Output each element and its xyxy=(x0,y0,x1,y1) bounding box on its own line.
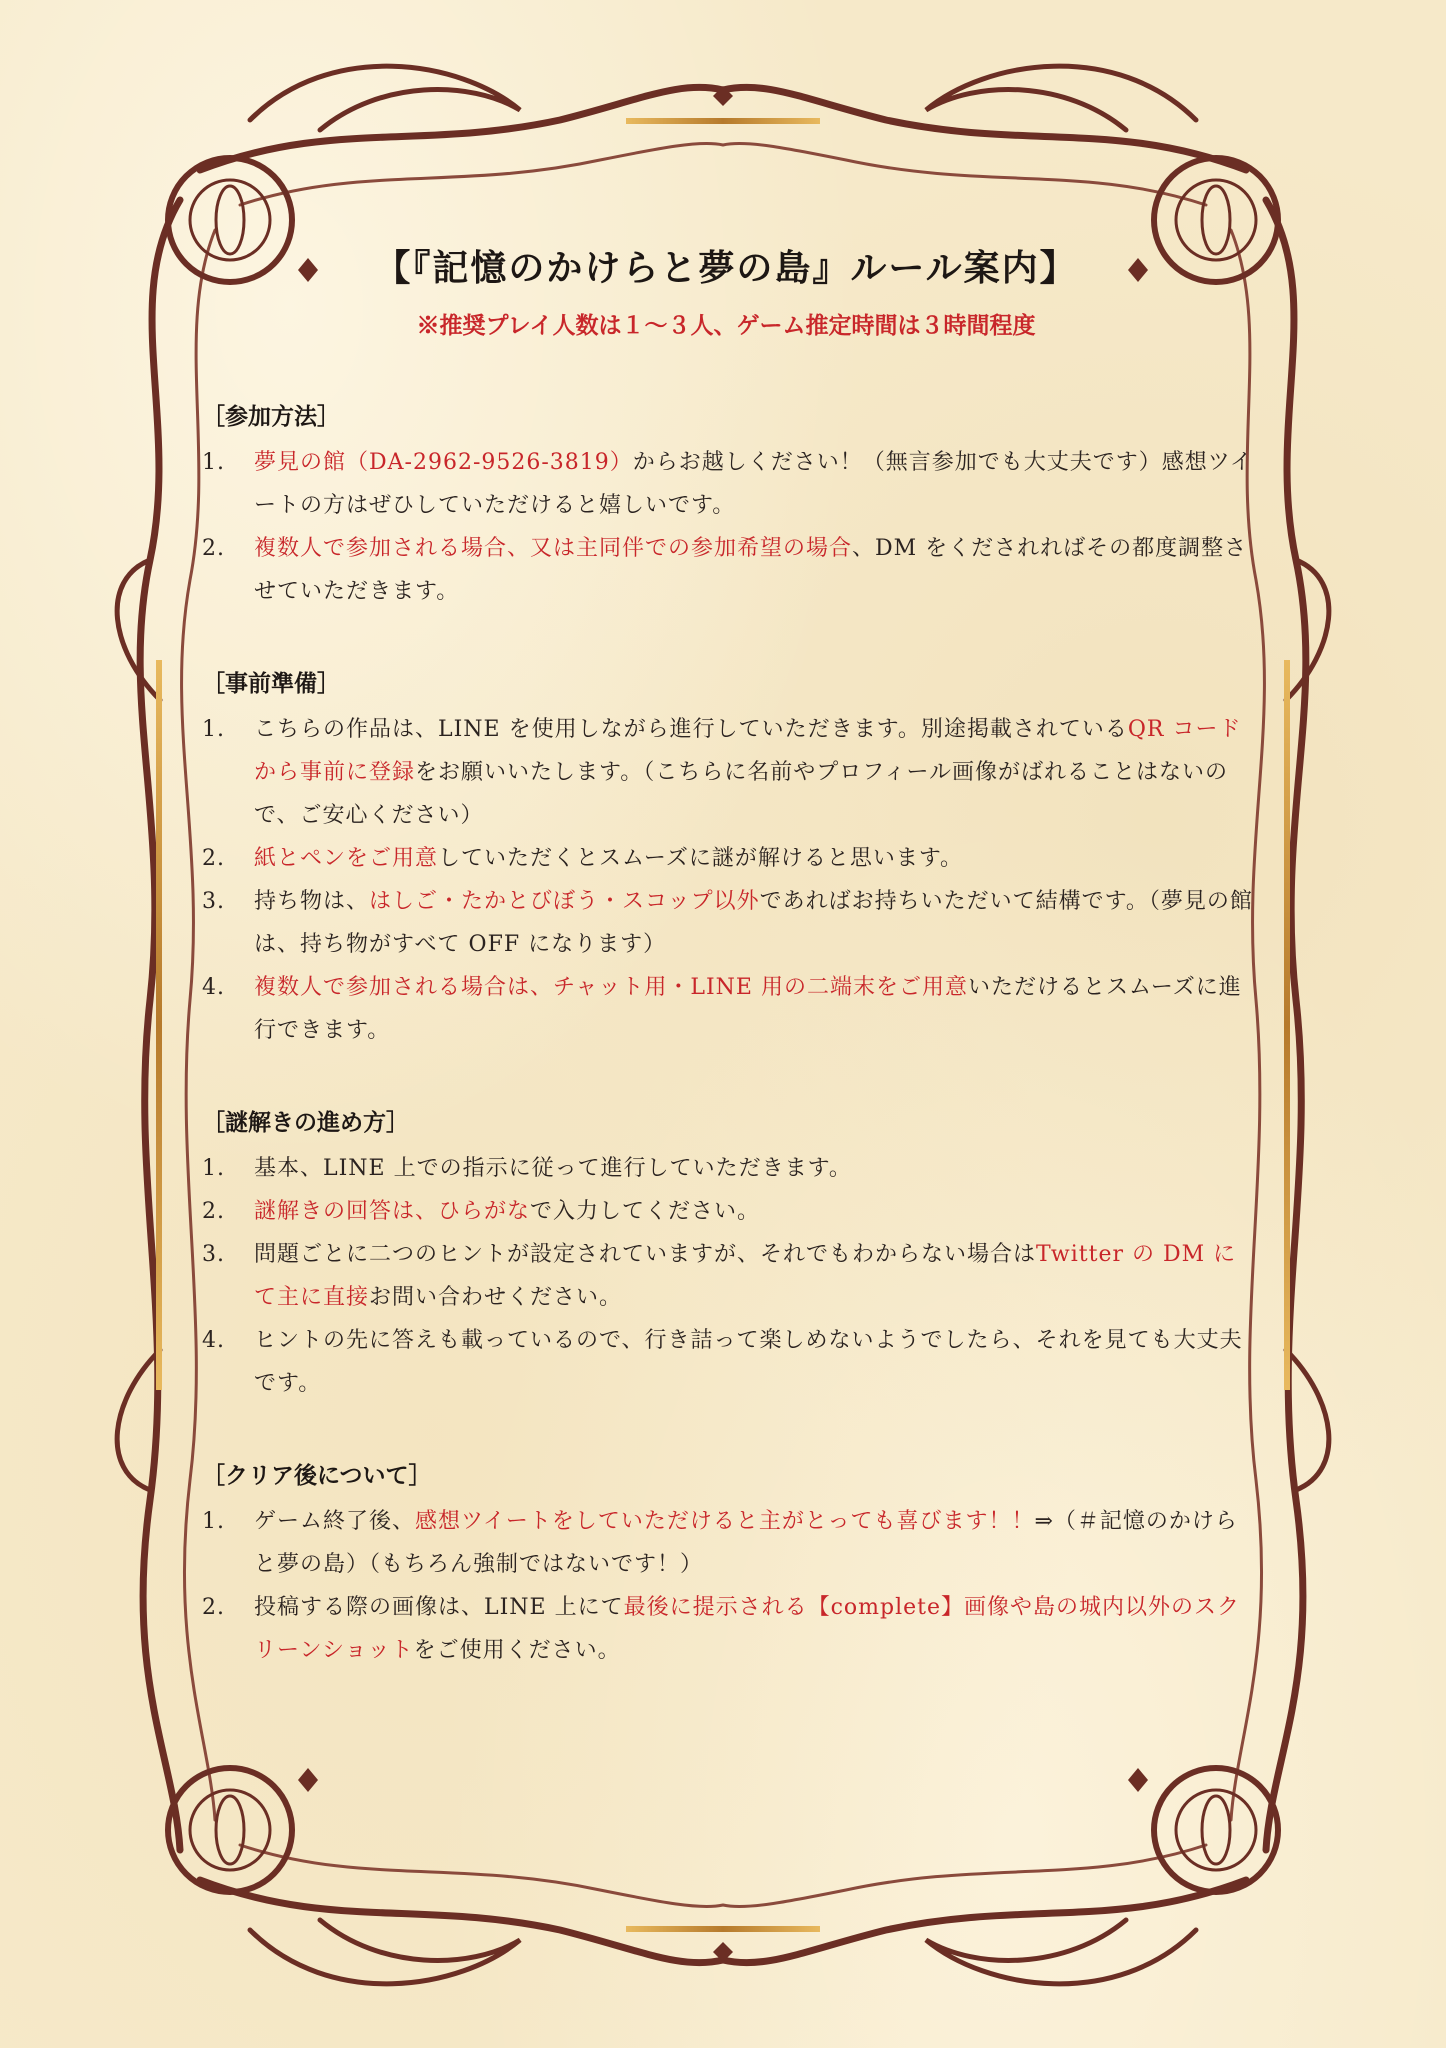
item-text-segment: をお願いいたします。（こちらに名前やプロフィール画像がばれることはないので、ご安心ください） xyxy=(254,760,1229,828)
highlighted-text: 謎解きの回答は、ひらがな xyxy=(254,1199,531,1224)
item-text-segment: お問い合わせください。 xyxy=(369,1285,623,1310)
item-number: 2. xyxy=(202,846,225,871)
item-number: 4. xyxy=(202,1328,225,1353)
rules-section xyxy=(196,1104,1256,1405)
list-item xyxy=(196,527,1256,613)
rules-section xyxy=(196,665,1256,1052)
item-text xyxy=(254,837,1256,880)
item-text-segment: ゲーム終了後、 xyxy=(254,1509,416,1534)
recommendation-note: ※推奨プレイ人数は１～３人、ゲーム推定時間は３時間程度 xyxy=(416,312,1036,339)
item-text-segment: ヒントの先に答えも載っているので、行き詰って楽しめないようでしたら、それを見ても大丈夫です。 xyxy=(254,1328,1243,1396)
item-text xyxy=(254,1319,1256,1405)
highlighted-text: Twitter の DM にて主に直接 xyxy=(254,1242,1237,1310)
item-text xyxy=(254,880,1256,966)
rules-section xyxy=(196,398,1256,613)
item-text xyxy=(254,1500,1256,1586)
item-text xyxy=(254,527,1256,613)
item-text-segment: 問題ごとに二つのヒントが設定されていますが、それでもわからない場合は xyxy=(254,1242,1037,1267)
rules-content xyxy=(196,240,1256,1724)
item-text-segment: ⇒（＃記憶のかけらと夢の島）（もちろん強制ではないです！） xyxy=(254,1509,1238,1577)
item-text-segment: で入力してください。 xyxy=(530,1199,761,1224)
item-text xyxy=(254,1233,1256,1319)
list-item xyxy=(196,880,1256,966)
item-text xyxy=(254,1586,1256,1672)
highlighted-text: 感想ツイートをしていただけると主がとっても喜びます！！ xyxy=(415,1509,1035,1534)
rules-section xyxy=(196,1457,1256,1672)
item-number: 1. xyxy=(202,717,225,742)
highlighted-text: 紙とペンをご用意 xyxy=(254,846,439,871)
item-text-segment: であればお持ちいただいて結構です。（夢見の館は、持ち物がすべて OFF になります） xyxy=(254,889,1253,957)
item-text-segment: からお越しください！（無言参加でも大丈夫です）感想ツイートの方はぜひしていただけると嬉しいです。 xyxy=(254,450,1253,518)
list-item xyxy=(196,966,1256,1052)
list-item xyxy=(196,1319,1256,1405)
item-text-segment: 投稿する際の画像は、LINE 上にて xyxy=(254,1595,624,1620)
item-number: 2. xyxy=(202,1595,225,1620)
item-number: 1. xyxy=(202,1509,225,1534)
highlighted-text: 最後に提示される【complete】画像や島の城内以外のスクリーンショット xyxy=(254,1595,1241,1663)
item-text-segment: いただけるとスムーズに進行できます。 xyxy=(254,975,1242,1043)
item-number: 4. xyxy=(202,975,225,1000)
list-item xyxy=(196,1147,1256,1190)
item-text xyxy=(254,1190,1256,1233)
highlighted-text: 複数人で参加される場合は、チャット用・LINE 用の二端末をご用意 xyxy=(254,975,968,1000)
item-text-segment: していただくとスムーズに謎が解けると思います。 xyxy=(438,846,964,871)
item-number: 1. xyxy=(202,1156,225,1181)
section-heading: ［謎解きの進め方］ xyxy=(202,1109,409,1136)
highlighted-text: はしご・たかとびぼう・スコップ以外 xyxy=(369,889,760,914)
list-item xyxy=(196,1190,1256,1233)
list-item xyxy=(196,708,1256,837)
item-text-segment: 持ち物は、 xyxy=(254,889,370,914)
item-number: 2. xyxy=(202,1199,225,1224)
item-text xyxy=(254,1147,1256,1190)
item-text xyxy=(254,966,1256,1052)
item-text xyxy=(254,708,1256,837)
sections-container xyxy=(196,398,1256,1672)
page-title: 【『記憶のかけらと夢の島』ルール案内】 xyxy=(374,247,1078,289)
highlighted-text: QR コードから事前に登録 xyxy=(254,717,1242,785)
item-text-segment: をご使用ください。 xyxy=(413,1638,621,1663)
section-heading: ［事前準備］ xyxy=(202,670,340,697)
item-number: 2. xyxy=(202,536,225,561)
list-item xyxy=(196,441,1256,527)
item-text-segment: こちらの作品は、LINE を使用しながら進行していただきます。別途掲載されている xyxy=(254,717,1128,742)
item-text-segment: 、DM をくだされればその都度調整させていただきます。 xyxy=(254,536,1248,604)
section-heading: ［クリア後について］ xyxy=(202,1462,432,1489)
highlighted-text: 複数人で参加される場合、又は主同伴での参加希望の場合 xyxy=(254,536,853,561)
list-item xyxy=(196,837,1256,880)
item-number: 1. xyxy=(202,450,225,475)
highlighted-text: 夢見の館（DA-2962-9526-3819） xyxy=(254,450,633,475)
item-number: 3. xyxy=(202,1242,225,1267)
list-item xyxy=(196,1500,1256,1586)
item-text xyxy=(254,441,1256,527)
section-heading: ［参加方法］ xyxy=(202,403,340,430)
list-item xyxy=(196,1586,1256,1672)
item-number: 3. xyxy=(202,889,225,914)
list-item xyxy=(196,1233,1256,1319)
item-text-segment: 基本、LINE 上での指示に従って進行していただきます。 xyxy=(254,1156,852,1181)
